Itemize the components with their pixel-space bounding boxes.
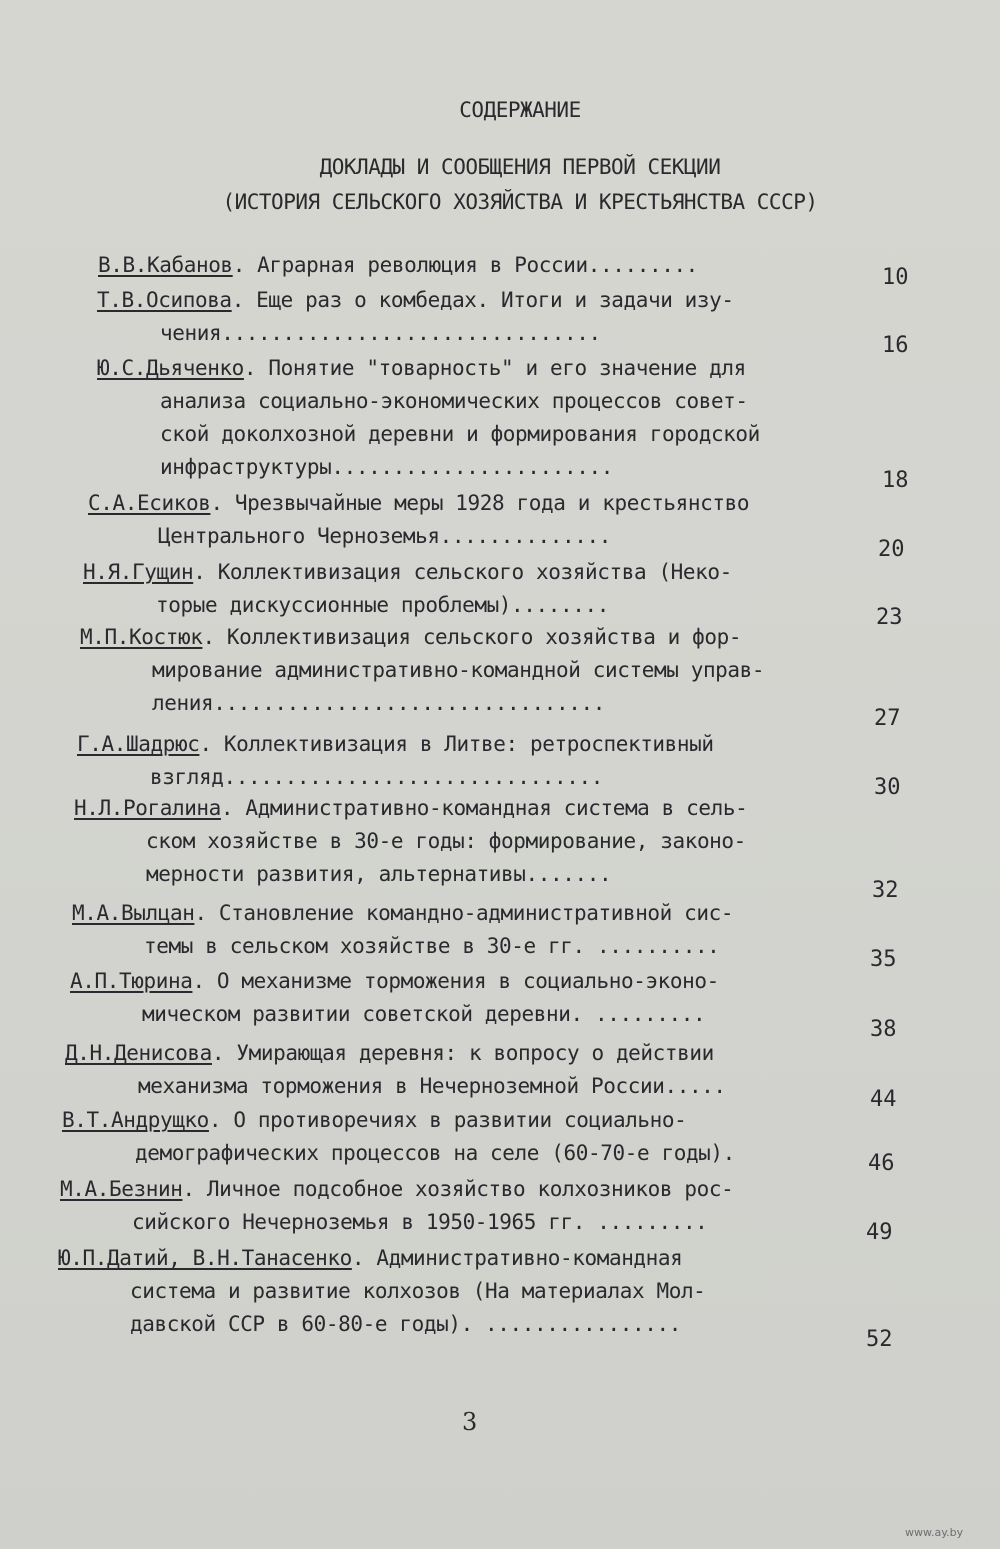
- toc-entry-text: ской доколхозной деревни и формирования городской: [160, 422, 760, 446]
- toc-entry-continuation: [158, 523, 611, 549]
- toc-entry-text: мирование административно-командной системы управ-: [152, 658, 765, 682]
- watermark: www.ay.by: [905, 1526, 964, 1539]
- toc-entry-text: темы в сельском хозяйстве в 30-е гг. ..........: [144, 934, 720, 958]
- toc-entry-page: 10: [882, 265, 909, 290]
- toc-entry-text: инфраструктуры.......................: [160, 455, 613, 479]
- toc-entry-continuation: [138, 1073, 726, 1099]
- toc-entry-text: давской ССР в 60-80-е годы). ................: [130, 1312, 681, 1336]
- toc-entry-text: . Аграрная революция в России.........: [232, 253, 698, 277]
- toc-entry-text: торые дискуссионные проблемы)........: [156, 593, 609, 617]
- toc-entry-first-line: [98, 252, 698, 278]
- toc-entry-text: . О противоречиях в развитии социально-: [208, 1108, 687, 1132]
- toc-entry-author: В.Т.Андрущко: [62, 1108, 209, 1132]
- toc-entry-first-line: [60, 1176, 733, 1202]
- toc-entry-continuation: [160, 454, 613, 480]
- section-heading-line-2: (ИСТОРИЯ СЕЛЬСКОГО ХОЗЯЙСТВА И КРЕСТЬЯНСТВА СССР): [222, 190, 818, 214]
- toc-entry-first-line: [58, 1245, 682, 1271]
- toc-entry-text: . Чрезвычайные меры 1928 года и крестьянство: [210, 491, 750, 515]
- toc-entry-author: Н.Л.Рогалина: [74, 796, 221, 820]
- toc-entry-first-line: [62, 1107, 686, 1133]
- toc-entry-text: демографических процессов на селе (60-70-е годы).: [135, 1141, 735, 1165]
- toc-entry-continuation: [156, 592, 609, 618]
- toc-entry-continuation: [146, 828, 746, 854]
- section-heading-line-1: ДОКЛАДЫ И СООБЩЕНИЯ ПЕРВОЙ СЕКЦИИ: [319, 155, 721, 179]
- toc-entry-continuation: [150, 764, 603, 790]
- toc-entry-text: . Административно-командная: [351, 1246, 683, 1270]
- toc-entry-first-line: [97, 287, 734, 313]
- toc-entry-first-line: [74, 795, 747, 821]
- toc-entry-page: 18: [882, 468, 909, 493]
- toc-entry-page: 52: [866, 1327, 893, 1352]
- toc-entry-page: 23: [876, 605, 903, 630]
- toc-entry-text: . Понятие "товарность" и его значение для: [243, 356, 746, 380]
- toc-entry-author: В.В.Кабанов: [98, 253, 233, 277]
- toc-entry-text: . Умирающая деревня: к вопросу о действии: [211, 1041, 714, 1065]
- toc-entry-first-line: [83, 559, 732, 585]
- toc-entry-text: . Становление командно-административной сис-: [194, 901, 734, 925]
- toc-entry-text: чения...............................: [160, 321, 601, 345]
- toc-entry-first-line: [77, 731, 714, 757]
- toc-entry-text: . Коллективизация сельского хозяйства (Неко-: [193, 560, 732, 584]
- toc-entry-first-line: [65, 1040, 714, 1066]
- toc-entry-author: Ю.С.Дьяченко: [97, 356, 244, 380]
- toc-entry-text: . Еще раз о комбедах. Итоги и задачи изу-: [231, 288, 734, 312]
- toc-entry-first-line: [88, 490, 749, 516]
- toc-entry-author: Т.В.Осипова: [97, 288, 232, 312]
- toc-entry-text: Центрального Черноземья..............: [158, 524, 611, 548]
- toc-entry-text: . Административно-командная система в сель-: [220, 796, 748, 820]
- toc-entry-author: С.А.Есиков: [88, 491, 211, 515]
- toc-entry-text: . Личное подсобное хозяйство колхозников рос-: [182, 1177, 734, 1201]
- toc-entry-author: М.А.Безнин: [60, 1177, 183, 1201]
- toc-entry-continuation: [160, 320, 601, 346]
- toc-entry-text: ском хозяйстве в 30-е годы: формирование, законо-: [146, 829, 746, 853]
- toc-entry-author: Г.А.Шадрюс: [77, 732, 200, 756]
- toc-title: СОДЕРЖАНИЕ: [459, 98, 581, 122]
- toc-entry-author: М.А.Вылцан: [72, 901, 195, 925]
- toc-entry-text: . О механизме торможения в социально-эконо-: [192, 969, 719, 993]
- toc-entry-first-line: [97, 355, 746, 381]
- toc-entry-continuation: [130, 1311, 681, 1337]
- toc-entry-continuation: [132, 1209, 707, 1235]
- toc-entry-text: мическом развитии советской деревни. .........: [142, 1002, 706, 1026]
- toc-entry-first-line: [70, 968, 719, 994]
- toc-entry-page: 38: [870, 1017, 897, 1042]
- toc-entry-continuation: [152, 690, 605, 716]
- toc-entry-text: сийского Нечерноземья в 1950-1965 гг. .........: [132, 1210, 708, 1234]
- toc-entry-text: мерности развития, альтернативы.......: [146, 862, 612, 886]
- toc-entry-text: механизма торможения в Нечерноземной России.....: [138, 1074, 726, 1098]
- toc-entry-page: 35: [870, 947, 897, 972]
- toc-entry-author: М.П.Костюк: [80, 625, 203, 649]
- toc-entry-continuation: [144, 933, 719, 959]
- toc-entry-continuation: [160, 421, 760, 447]
- toc-entry-page: 49: [866, 1220, 893, 1245]
- toc-entry-text: ления................................: [152, 691, 605, 715]
- toc-entry-page: 44: [870, 1087, 897, 1112]
- page-number: 3: [462, 1408, 478, 1436]
- toc-entry-text: . Коллективизация в Литве: ретроспективный: [199, 732, 714, 756]
- toc-entry-page: 32: [872, 878, 899, 903]
- toc-entry-page: 27: [874, 706, 901, 731]
- toc-entry-first-line: [80, 624, 741, 650]
- toc-entry-page: 46: [868, 1151, 895, 1176]
- toc-entry-author: Н.Я.Гущин: [83, 560, 194, 584]
- toc-entry-continuation: [146, 861, 611, 887]
- toc-entry-page: 20: [878, 537, 905, 562]
- toc-entry-author: Д.Н.Денисова: [65, 1041, 212, 1065]
- toc-entry-first-line: [72, 900, 733, 926]
- toc-entry-author: А.П.Тюрина: [70, 969, 193, 993]
- toc-entry-continuation: [160, 388, 748, 414]
- toc-entry-text: взгляд...............................: [150, 765, 603, 789]
- toc-entry-text: анализа социально-экономических процессов совет-: [160, 389, 748, 413]
- toc-entry-page: 30: [874, 775, 901, 800]
- toc-entry-continuation: [130, 1278, 705, 1304]
- toc-entry-page: 16: [882, 333, 909, 358]
- toc-entry-author: Ю.П.Датий, В.Н.Танасенко: [58, 1246, 352, 1270]
- toc-entry-text: . Коллективизация сельского хозяйства и фор-: [202, 625, 742, 649]
- toc-entry-continuation: [142, 1001, 705, 1027]
- toc-entry-continuation: [152, 657, 764, 683]
- toc-entry-continuation: [135, 1140, 735, 1166]
- toc-entry-text: система и развитие колхозов (На материалах Мол-: [130, 1279, 706, 1303]
